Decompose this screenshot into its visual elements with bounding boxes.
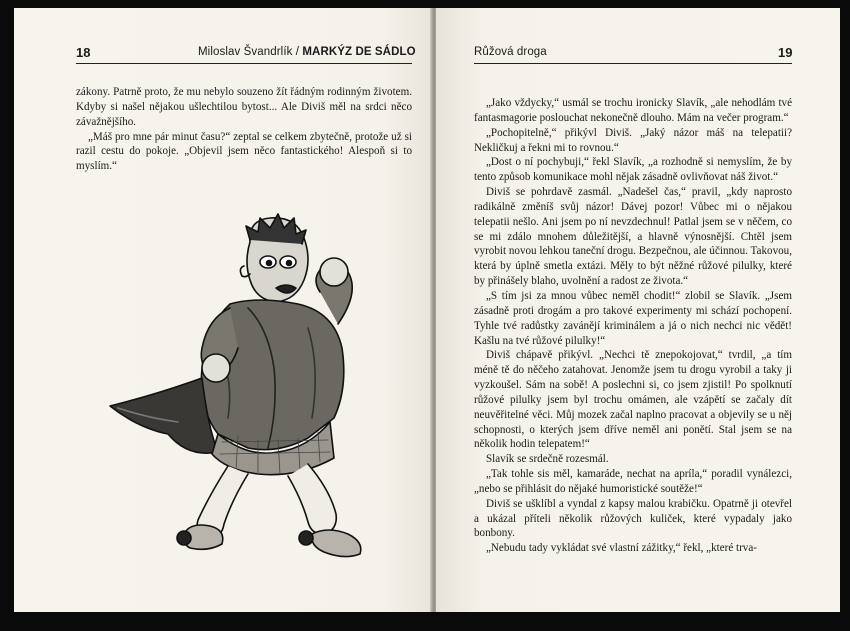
paragraph: Diviš se ušklíbl a vyndal z kapsy malou krabičku. Opatrně ji otevřel a ukázal příteli několik růžových kuliček, které vypadaly jako bonbony. [474, 497, 792, 540]
right-page [436, 8, 840, 612]
right-body-text [474, 96, 792, 556]
paragraph: „Jako vždycky,“ usmál se trochu ironicky Slavík, „ale nehodlám tvé fantasmagorie poslouchat nekonečně dlouho. Mám na večer program.“ [474, 97, 792, 124]
paragraph: „Nebudu tady vykládat své vlastní zážitky,“ řekl, „které trva- [486, 542, 757, 555]
chapter-title: Růžová droga [474, 46, 547, 58]
header-separator: / [295, 46, 300, 58]
book-title: MARKÝZ DE SÁDLO [302, 46, 416, 58]
paragraph: „Dost o ní pochybuji,“ řekl Slavík, „a rozhodně si nemyslím, že by tento způsob komunikace mohl nějak zásadně ovlivňovat náš život.“ [474, 156, 792, 184]
page-number-left: 18 [76, 45, 91, 60]
paragraph: Diviš se pohrdavě zasmál. „Nadešel čas,“ pravil, „kdy naprosto radikálně změníš svůj názor! Dávej pozor! Vůbec mi o nějakou telepatii nešlo. Ani jsem po ní nevzdechnul! Patlal jsem se v něčem, co se mi zdálo mnohem důležitější, a hlavně výnosnější. Chtěl jsem vyrobit novou lehkou taneční drogu. Bezpečnou, ale účinnou. Takovou, která by úplně smetla extázi. Měly to být něžné růžové pilulky, které by přinášely blaho, uvolnění a radost ze života.“ [474, 186, 792, 288]
cartoon-man-illustration [98, 208, 388, 568]
paragraph: „Tak tohle sis měl, kamaráde, nechat na apríla,“ poradil vynálezci, „nebo se přihlásit do nějaké humoristické soutěže!“ [474, 468, 792, 495]
left-page [14, 8, 432, 612]
running-header-left [198, 46, 416, 58]
header-rule-left [76, 63, 412, 64]
paragraph: „S tím jsi za mnou vůbec neměl chodit!“ zlobil se Slavík. „Jsem zásadně proti drogám a pro takové experimenty mi schází pochopení. Tyhle tvé radůstky zavánějí kriminálem a já o nich nechci nic vědět! Kašlu na tvé růžové pilulky!“ [474, 289, 792, 347]
paragraph: Slavík se srdečně rozesmál. [486, 453, 609, 466]
author-name: Miloslav Švandrlík [198, 46, 293, 58]
paragraph: zákony. Patrně proto, že mu nebylo souzeno žít řádným rodinným životem. Kdyby si našel nějakou ušlechtilou bytost... Ale Diviš měl na srdci něco závažnějšího. [76, 86, 412, 128]
paragraph: „Pochopitelně,“ přikývl Diviš. „Jaký názor máš na telepatii? Nekličkuj a řekni mi to rovnou.“ [474, 126, 792, 154]
left-body-text [76, 85, 412, 174]
page-number-right: 19 [778, 45, 793, 60]
paragraph: „Máš pro mne pár minut času?“ zeptal se celkem zbytečně, protože už si razil cestu do pokoje. „Objevil jsem něco fantastického! Alespoň si to myslím.“ [76, 130, 412, 173]
paragraph: Diviš chápavě přikývl. „Nechci tě znepokojovat,“ tvrdil, „a tím méně tě do něčeho zatahovat. Jenomže jsem tu drogu vyrobil a taky ji vyzkoušel. Sám na sobě! A poslechni si, co jsem zjistil! Po spolknutí růžové pilulky jsem byl trochu omámen, ale vzápětí se začaly dít neuvěřitelné věci. Můj mozek začal naplno pracovat a objevily se u něj schopnosti, o kterých jsem dříve neměl ani ponětí. Stal jsem se na několik hodin telepatem!“ [474, 349, 792, 451]
header-rule-right [474, 63, 792, 64]
